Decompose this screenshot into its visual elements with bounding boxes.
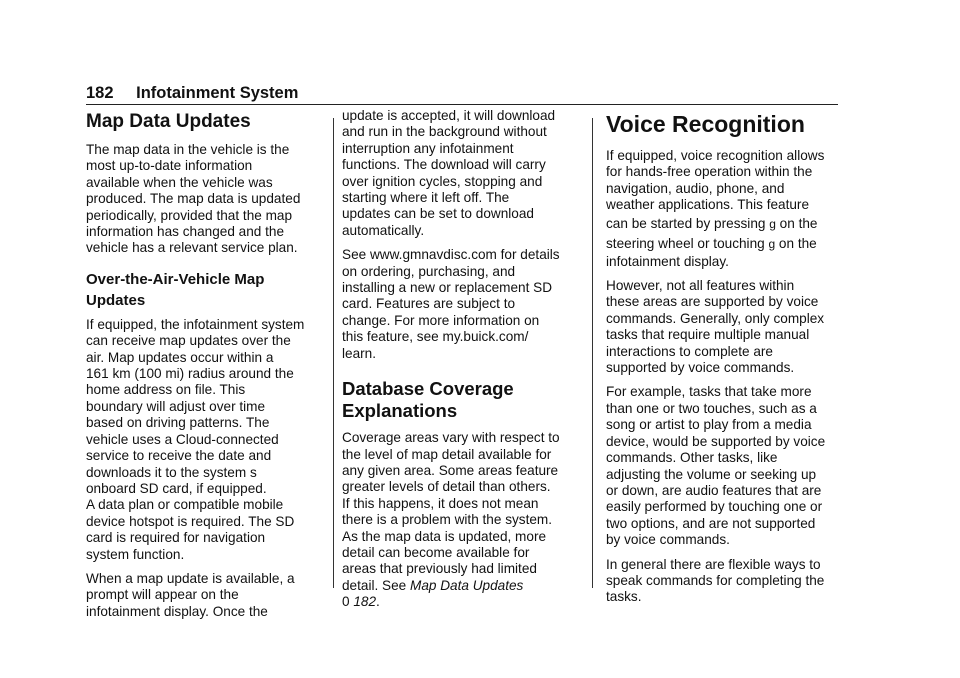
voice-intro-text: can be started by pressing: [606, 215, 770, 231]
database-ref-prefix: detail. See: [342, 577, 411, 593]
page-ref-arrow-icon: 0: [342, 594, 350, 610]
ota-paragraph-2: When a map update is available, a prompt will appear on the infotainment display. Once the: [86, 570, 295, 619]
voice-paragraph-2: However, not all features within these areas are supported by voice commands. Generally, only complex tasks that require multiple manual interactions to complete are supported by voice commands.: [606, 278, 825, 376]
database-paragraph: [342, 430, 580, 610]
cross-reference-page[interactable]: 182: [353, 594, 377, 610]
database-coverage-heading: Database Coverage Explanations: [342, 378, 514, 422]
voice-intro-line: weather applications. This feature: [606, 197, 810, 213]
column-divider: [333, 118, 334, 588]
header-divider: [86, 104, 838, 105]
voice-recognition-heading: Voice Recognition: [606, 111, 805, 137]
ota-paragraph-1: If equipped, the infotainment system can receive map updates over the air. Map updates occur within a 161 km (100 mi) radius around the home address on file. This boundary will adjust over time based on driving patterns. The vehicle uses a Cloud-connected service to receive the date and downloads it to the system s onboard SD card, if equipped. A data plan or compatible mobile device hotspot is required. The SD card is required for navigation system function.: [86, 316, 305, 562]
voice-intro-line: If equipped, voice recognition allows: [606, 148, 825, 163]
page-header: [86, 82, 838, 104]
page-number: 182: [86, 84, 114, 102]
database-ref-end: .: [376, 594, 380, 610]
voice-intro-line: [606, 214, 842, 234]
map-data-updates-heading: Map Data Updates: [86, 111, 251, 132]
column-divider: [592, 118, 593, 588]
voice-intro-paragraph: [606, 148, 842, 270]
ota-paragraph-3: update is accepted, it will download and run in the background without interruption any infotainment functions. The download will carry over ignition cycles, stopping and starting where it left off. The updates can be set to download automatically.: [342, 108, 556, 238]
column-1: [86, 108, 322, 620]
section-title: Infotainment System: [136, 84, 299, 102]
column-3: [606, 108, 842, 606]
voice-button-icon: g: [769, 216, 776, 231]
voice-intro-line: [606, 234, 842, 254]
voice-intro-text: steering wheel or touching: [606, 235, 769, 251]
cross-reference-link[interactable]: Map Data Updates: [410, 577, 524, 593]
voice-intro-line: navigation, audio, phone, and: [606, 180, 785, 196]
voice-intro-text: on the: [775, 215, 818, 231]
voice-intro-text: on the: [775, 235, 817, 251]
voice-icon: g: [768, 236, 776, 251]
map-updates-paragraph: The map data in the vehicle is the most up-to-date information available when the vehicle was produced. The map data is updated periodically, provided that the map information has changed and the vehicle has a relevant service plan.: [86, 142, 301, 256]
column-2: [342, 108, 580, 611]
database-text: Coverage areas vary with respect to the level of map detail available for any given area. Some areas feature greater levels of detail than others. If this happens, it does not mean there is a problem with the system. As the map data is updated, more detail can become available for areas that previously had limited: [342, 430, 560, 577]
ota-paragraph-4: See www.gmnavdisc.com for details on ordering, purchasing, and installing a new or replacement SD card. Features are subject to change. For more information on this feature, see my.buick.com/ learn.: [342, 247, 560, 361]
voice-paragraph-3: For example, tasks that take more than one or two touches, such as a song or artist to play from a media device, would be supported by voice commands. Other tasks, like adjusting the volume or seeking up or down, are audio features that are easily performed by touching one or two options, and are not supported by voice commands.: [606, 384, 826, 548]
voice-intro-line: for hands-free operation within the: [606, 164, 813, 180]
ota-map-updates-heading: Over-the-Air-Vehicle Map Updates: [86, 270, 265, 309]
voice-paragraph-4: In general there are flexible ways to speak commands for completing the tasks.: [606, 556, 825, 605]
voice-intro-line: infotainment display.: [606, 253, 729, 269]
